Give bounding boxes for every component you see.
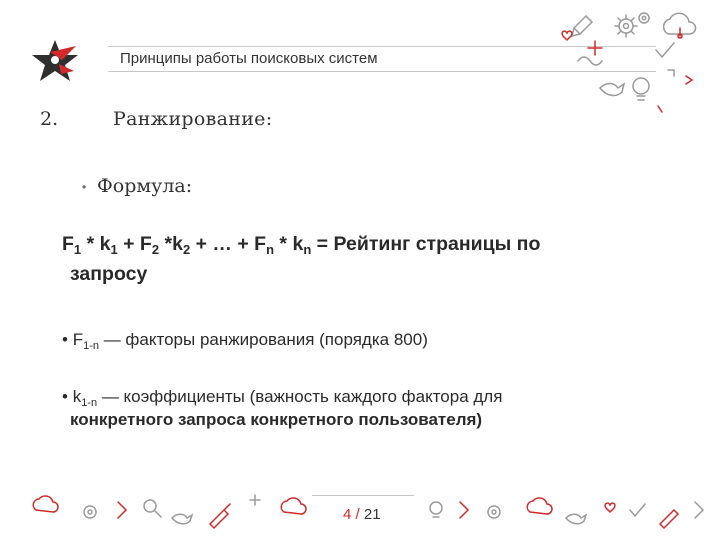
item-var: F xyxy=(72,330,84,349)
formula-var: F xyxy=(139,233,152,255)
page-total: 21 xyxy=(363,506,381,523)
formula-line xyxy=(62,233,540,256)
formula-sub: n xyxy=(303,242,312,257)
formula-line-2: запросу xyxy=(70,263,148,285)
item-text: — факторы ранжирования (порядка 800) xyxy=(98,330,428,349)
gear-icon xyxy=(615,15,637,37)
checkmark-icon xyxy=(630,504,645,516)
lightbulb-icon xyxy=(430,502,442,517)
item-sub: 1-n xyxy=(83,340,99,352)
formula-sub: 2 xyxy=(182,242,191,257)
magnifier-icon xyxy=(144,500,161,517)
gear-icon xyxy=(488,506,500,518)
list-item: • $k_{1-n}$ — коэффициенты (важность каждого фактора для xyxy=(62,387,503,409)
formula-op: * xyxy=(159,233,173,255)
formula-sub: 1 xyxy=(73,242,82,257)
cloud-icon xyxy=(527,498,552,514)
bird-icon xyxy=(172,514,192,524)
heart-icon xyxy=(605,503,615,512)
cloud-icon xyxy=(281,498,306,514)
section-number: 2. xyxy=(40,108,59,130)
rocket-icon xyxy=(660,510,678,528)
list-item: • $F_{1-n}$ — факторы ранжирования (порядка 800) xyxy=(62,330,428,352)
gear-icon xyxy=(84,506,96,518)
formula-var: k xyxy=(172,233,183,255)
page-separator: / xyxy=(351,506,364,523)
doodle-decoration-top xyxy=(538,6,716,124)
item-var: k xyxy=(72,387,82,406)
cloud-icon xyxy=(33,496,58,512)
lightbulb-icon xyxy=(633,78,649,100)
rocket-icon xyxy=(210,504,230,528)
formula-var: F xyxy=(254,233,267,255)
formula-op: + xyxy=(117,233,140,255)
item-text: — коэффициенты (важность каждого фактора для xyxy=(97,387,503,406)
gear-icon xyxy=(639,13,649,23)
formula-result: = Рейтинг страницы по xyxy=(311,233,541,255)
page-current: 4 xyxy=(343,506,352,523)
star-logo-icon xyxy=(28,38,82,84)
doodle-decoration-bottom xyxy=(0,488,720,540)
formula-sub: 2 xyxy=(151,242,160,257)
checkmark-icon xyxy=(656,43,674,57)
heart-icon xyxy=(562,31,572,40)
bullet-formula-label: Формула: xyxy=(97,175,193,197)
item-sub: 1-n xyxy=(81,397,98,409)
pencil-icon xyxy=(572,16,592,36)
formula-sub: 1 xyxy=(110,242,118,257)
formula-var: k xyxy=(292,233,304,255)
formula-var: k xyxy=(99,233,111,255)
formula-var: F xyxy=(62,233,74,255)
formula-sub: n xyxy=(266,242,275,257)
formula-op: * xyxy=(274,233,293,255)
section-title: Ранжирование: xyxy=(113,108,273,130)
formula-op: * xyxy=(81,233,100,255)
header-title: Принципы работы поисковых систем xyxy=(120,50,378,67)
bird-icon xyxy=(600,84,624,96)
bird-icon xyxy=(566,514,586,524)
list-item-continuation: конкретного запроса конкретного пользователя) xyxy=(70,410,483,429)
formula-op: + … + xyxy=(190,233,255,255)
bullet-dot: • xyxy=(82,180,87,194)
